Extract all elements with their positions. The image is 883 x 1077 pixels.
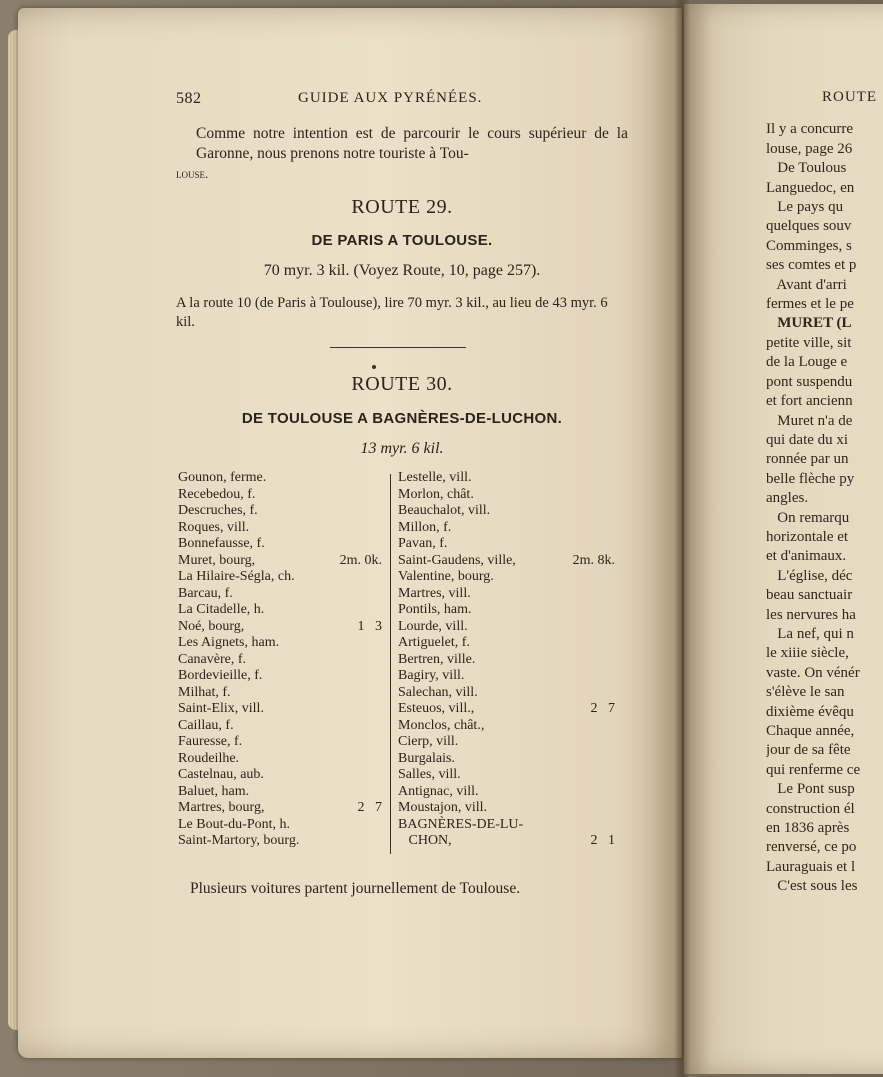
route-29-distance: 70 myr. 3 kil. (Voyez Route, 10, page 257). [263,262,541,279]
place-name: Millon, f. [398,519,452,535]
place-row [398,602,623,619]
place-name: Antignac, vill. [398,783,479,799]
right-page-line: Lauraguais et l [766,858,856,875]
place-name: Bagiry, vill. [398,668,465,683]
place-name: Milhat, f. [178,684,231,700]
right-page-line: et d'animaux. [766,548,847,565]
route-30-title: ROUTE 30. [351,373,453,395]
right-page-line: petite ville, sit [766,334,852,351]
place-name: Bonnefausse, f. [178,536,265,551]
place-name: Martres, bourg, [178,800,265,815]
page-number: 582 [176,90,202,107]
place-row [178,586,390,603]
place-name: Muret, bourg, [178,552,256,568]
place-name: Les Aignets, ham. [178,635,280,650]
place-row [178,536,390,553]
right-page-line: s'élève le san [766,684,845,701]
place-row [178,487,390,504]
right-page-line: Comminges, s [766,237,852,254]
right-page-line: les nervures ha [766,606,856,623]
place-distance: 1 3 [357,618,382,634]
place-row [398,701,623,718]
right-page-line: belle flèche py [766,470,855,487]
place-row [178,635,390,652]
place-row [178,668,390,685]
place-name: Martres, vill. [398,585,471,601]
place-name: Burgalais. [398,750,455,766]
right-page-line: vaste. On vénér [766,664,860,681]
right-page-line: le xiiie siècle, [766,645,849,662]
right-page-line: On remarqu [766,509,850,526]
place-row [178,718,390,735]
place-row [178,685,390,702]
place-name: Saint-Gaudens, ville, [398,552,516,568]
place-name: BAGNÈRES-DE-LU- [398,816,524,832]
place-name: Barcau, f. [178,585,233,601]
place-name: Pavan, f. [398,536,448,551]
route-29-note: A la route 10 (de Paris à Toulouse), lire 70 myr. 3 kil., au lieu de 43 myr. 6 kil. [176,295,608,330]
right-page-line: De Toulous [766,160,847,177]
right-page-line: en 1836 après [766,820,850,837]
route-29-title: ROUTE 29. [351,196,453,218]
place-row [398,718,623,735]
place-name: Recebedou, f. [178,486,256,502]
book-gutter [674,0,690,1077]
right-page-line: qui renferme ce [766,761,861,778]
place-name: Artiguelet, f. [398,635,470,650]
place-name: Lourde, vill. [398,618,468,634]
place-row [398,635,623,652]
column-divider [390,474,391,854]
running-head [0,90,883,110]
place-row [398,751,623,768]
route-29-subtitle: DE PARIS A TOULOUSE. [311,232,493,249]
right-page-line: quelques souv [766,218,852,235]
intro-paragraph [176,124,628,184]
place-name: Pontils, ham. [398,602,472,617]
right-page-line: Muret n'a de [766,412,853,429]
place-row [398,503,623,520]
place-name: Salechan, vill. [398,684,478,700]
place-name: CHON, [398,833,452,848]
place-name: Saint-Elix, vill. [178,701,264,716]
place-name: Canavère, f. [178,651,247,667]
right-page-line: beau sanctuair [766,587,853,604]
place-name: Moustajon, vill. [398,800,488,815]
place-name: La Citadelle, h. [178,602,265,617]
place-row [178,503,390,520]
section-rule [330,347,466,348]
route-30-subtitle: DE TOULOUSE A BAGNÈRES-DE-LUCHON. [241,410,563,427]
ornament-dot [372,365,376,369]
right-page-line: pont suspendu [766,373,853,390]
place-distance: 2m. 0k. [339,552,382,568]
place-row [178,553,390,570]
place-name: Gounon, ferme. [178,470,267,485]
place-row [398,784,623,801]
place-row [398,800,623,817]
place-row [178,652,390,669]
place-name: Roques, vill. [178,519,250,535]
place-row [178,751,390,768]
right-page-line: Languedoc, en [766,179,855,196]
right-page-line: jour de sa fête [766,742,851,759]
place-name: Noé, bourg, [178,618,245,634]
right-page-line: angles. [766,490,809,507]
place-distance: 2m. 8k. [572,552,615,568]
place-row [178,569,390,586]
place-row [178,784,390,801]
places-column-right [398,470,623,850]
place-row [398,536,623,553]
place-row [178,817,390,834]
place-row [398,734,623,751]
right-page-line: de la Louge e [766,354,848,371]
place-name: Salles, vill. [398,767,461,782]
place-name: La Hilaire-Ségla, ch. [178,569,295,584]
right-page-line: La nef, qui n [766,625,854,642]
place-row [178,701,390,718]
right-page-line: Chaque année, [766,723,855,739]
place-row [178,734,390,751]
right-page-line: horizontale et [766,528,849,545]
place-row [398,652,623,669]
place-row [398,520,623,537]
place-distance: 2 7 [590,701,615,716]
route-30-distance: 13 myr. 6 kil. [360,440,444,457]
place-row [178,767,390,784]
place-row [178,470,390,487]
right-page-text [766,88,883,897]
place-name: Monclos, chât., [398,717,485,733]
right-page-header: ROUTE [822,89,877,105]
place-row [398,619,623,636]
place-name: Roudeilhe. [178,750,240,766]
right-page-line: et fort ancienn [766,393,853,410]
place-row [398,817,623,834]
place-name: Le Bout-du-Pont, h. [178,816,290,832]
right-page-line: Le Pont susp [766,781,855,798]
place-row [398,833,623,850]
right-page-line: Le pays qu [766,199,844,216]
place-row [398,685,623,702]
right-page-line: renversé, ce po [766,839,857,856]
place-row [398,470,623,487]
right-page-line: ronnée par un [766,451,849,468]
place-name: Beauchalot, vill. [398,503,491,518]
place-name: Esteuos, vill., [398,701,475,716]
place-row [398,569,623,586]
place-name: Caillau, f. [178,717,234,733]
place-row [398,553,623,570]
intro-text: Comme notre intention est de parcourir le cours supérieur de la Garonne, nous prenons notre touriste à Tou- [196,125,628,162]
place-row [178,833,390,850]
footer-note: Plusieurs voitures partent journellement de Toulouse. [190,880,521,897]
right-page-line: Il y a concurre [766,121,854,138]
place-name: Cierp, vill. [398,734,459,749]
place-row [178,619,390,636]
place-row [178,602,390,619]
place-name: Bordevieille, f. [178,668,263,683]
right-page-line: Avant d'arri [766,276,847,293]
right-page-line: dixième évêqu [766,703,854,720]
places-column-left [178,470,390,850]
right-page-line: MURET (L [766,315,852,332]
place-distance: 2 1 [590,833,615,848]
right-page-line: louse, page 26 [766,140,853,157]
place-row [398,487,623,504]
right-page-line: qui date du xi [766,431,849,448]
place-name: Saint-Martory, bourg. [178,833,300,848]
place-name: Castelnau, aub. [178,767,264,782]
right-page-line: ses comtes et p [766,257,857,274]
place-name: Valentine, bourg. [398,569,494,584]
place-name: Fauresse, f. [178,734,243,749]
place-name: Bertren, ville. [398,651,476,667]
place-row [178,800,390,817]
place-row [398,668,623,685]
right-page-line: L'église, déc [766,567,853,584]
right-page-line: construction él [766,800,855,817]
page-header: GUIDE AUX PYRÉNÉES. [298,90,483,106]
right-page-line: fermes et le pe [766,296,854,313]
place-name: Baluet, ham. [178,783,250,799]
right-page-line: C'est sous les [766,878,858,895]
place-name: Lestelle, vill. [398,470,472,485]
place-distance: 2 7 [357,800,382,815]
intro-smallcaps: louse. [176,166,209,181]
place-row [178,520,390,537]
place-name: Morlon, chât. [398,486,474,502]
place-row [398,586,623,603]
place-name: Descruches, f. [178,503,258,518]
place-row [398,767,623,784]
